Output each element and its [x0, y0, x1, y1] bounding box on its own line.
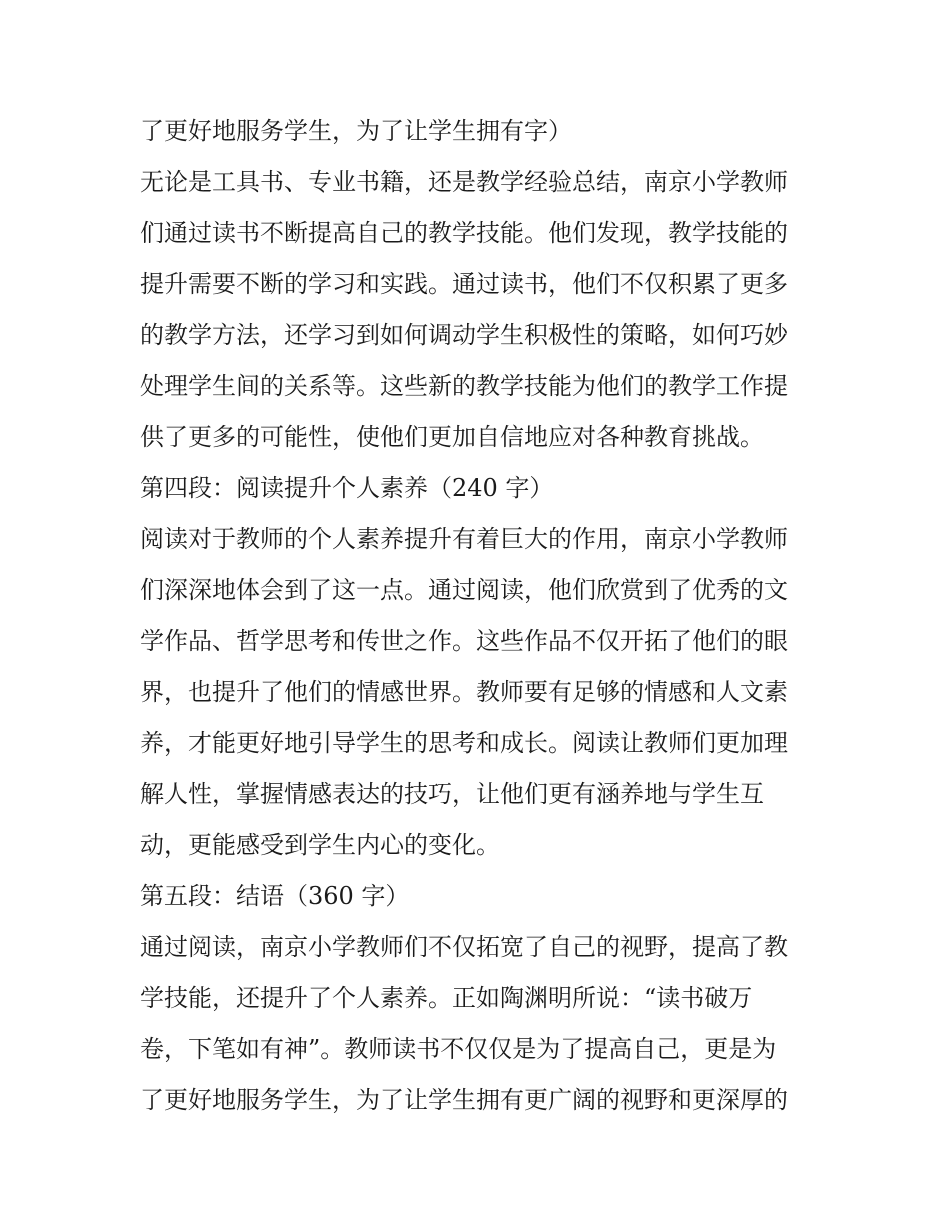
text-line: 动，更能感受到学生内心的变化。 [140, 831, 500, 859]
document-body [140, 106, 830, 1126]
text-line: 们深深地体会到了这一点。通过阅读，他们欣赏到了优秀的文 [140, 576, 788, 604]
text-line: 提升需要不断的学习和实践。通过读书，他们不仅积累了更多 [140, 270, 788, 298]
text-line: 卷，下笔如有神”。教师读书不仅仅是为了提高自己，更是为 [140, 1035, 777, 1063]
section-heading: 第五段：结语（360 字） [140, 882, 410, 910]
text-line: 们通过读书不断提高自己的教学技能。他们发现，教学技能的 [140, 219, 788, 247]
text-line: 供了更多的可能性，使他们更加自信地应对各种教育挑战。 [140, 423, 764, 451]
text-line: 养，才能更好地引导学生的思考和成长。阅读让教师们更加理 [140, 729, 788, 757]
text-line: 处理学生间的关系等。这些新的教学技能为他们的教学工作提 [140, 372, 788, 400]
text-line: 了更好地服务学生，为了让学生拥有字） [140, 117, 572, 145]
text-line: 的教学方法，还学习到如何调动学生积极性的策略，如何巧妙 [140, 321, 788, 349]
text-line: 解人性，掌握情感表达的技巧，让他们更有涵养地与学生互 [140, 780, 764, 808]
text-line: 通过阅读，南京小学教师们不仅拓宽了自己的视野，提高了教 [140, 933, 788, 961]
text-line: 界，也提升了他们的情感世界。教师要有足够的情感和人文素 [140, 678, 788, 706]
text-line: 学技能，还提升了个人素养。正如陶渊明所说：“读书破万 [140, 984, 753, 1012]
text-line: 了更好地服务学生，为了让学生拥有更广阔的视野和更深厚的 [140, 1086, 788, 1114]
text-line: 阅读对于教师的个人素养提升有着巨大的作用，南京小学教师 [140, 525, 788, 553]
text-line: 无论是工具书、专业书籍，还是教学经验总结，南京小学教师 [140, 168, 788, 196]
section-heading: 第四段：阅读提升个人素养（240 字） [140, 474, 554, 502]
text-line: 学作品、哲学思考和传世之作。这些作品不仅开拓了他们的眼 [140, 627, 788, 655]
